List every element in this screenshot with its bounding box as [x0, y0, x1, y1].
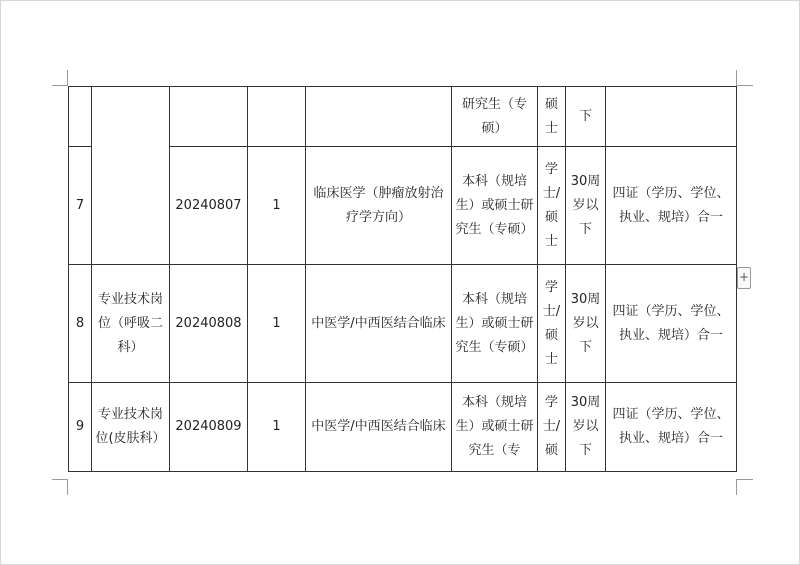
cell-education: 本科（规培生）或硕士研究生（专硕） [452, 147, 538, 265]
crop-mark-bottom-right-v [736, 479, 737, 495]
crop-mark-top-right-v [736, 70, 737, 86]
cell-degree: 硕士 [538, 87, 566, 147]
cell-education: 本科（规培生）或硕士研究生（专 [452, 383, 538, 472]
cell-major: 中医学/中西医结合临床 [306, 383, 452, 472]
cell-cert: 四证（学历、学位、执业、规培）合一 [606, 265, 737, 383]
cell-code: 20240808 [170, 265, 248, 383]
cell-no: 8 [69, 265, 92, 383]
cell-code [170, 87, 248, 147]
cell-degree: 学士/硕士 [538, 147, 566, 265]
recruitment-table [68, 86, 737, 472]
cell-age-text: 下 [578, 108, 592, 124]
cell-post [92, 87, 170, 265]
add-row-button[interactable]: + [737, 267, 751, 289]
cell-no: 7 [69, 147, 92, 265]
table-row [69, 383, 737, 472]
cell-code: 20240809 [170, 383, 248, 472]
cell-post: 专业技术岗位(皮肤科） [92, 383, 170, 472]
cell-age: 30周岁以下 [566, 383, 606, 472]
cell-count [248, 87, 306, 147]
crop-mark-bottom-left-h [52, 479, 68, 480]
table-row [69, 265, 737, 383]
cell-count: 1 [248, 383, 306, 472]
cell-major: 临床医学（肿瘤放射治疗学方向） [306, 147, 452, 265]
cell-education: 本科（规培生）或硕士研究生（专硕） [452, 265, 538, 383]
crop-mark-top-left-h [52, 85, 68, 86]
cell-major: 中医学/中西医结合临床 [306, 265, 452, 383]
cell-code: 20240807 [170, 147, 248, 265]
crop-mark-bottom-right-h [737, 479, 753, 480]
cell-no: 9 [69, 383, 92, 472]
crop-mark-bottom-left-v [67, 479, 68, 495]
cell-no [69, 87, 92, 147]
crop-mark-top-right-h [737, 85, 753, 86]
cell-post: 专业技术岗位（呼吸二科） [92, 265, 170, 383]
cell-degree: 学士/硕士 [538, 265, 566, 383]
cell-cert: 四证（学历、学位、执业、规培）合一 [606, 383, 737, 472]
cell-age: 30周岁以下 [566, 147, 606, 265]
cell-cert [606, 87, 737, 147]
table-row [69, 87, 737, 147]
cell-major [306, 87, 452, 147]
cell-degree: 学士/硕 [538, 383, 566, 472]
cell-age [566, 87, 606, 147]
crop-mark-top-left-v [67, 70, 68, 86]
cell-education: 研究生（专硕） [452, 87, 538, 147]
cell-count: 1 [248, 265, 306, 383]
cell-cert: 四证（学历、学位、执业、规培）合一 [606, 147, 737, 265]
table-row [69, 147, 737, 265]
cell-age: 30周岁以下 [566, 265, 606, 383]
cell-count: 1 [248, 147, 306, 265]
